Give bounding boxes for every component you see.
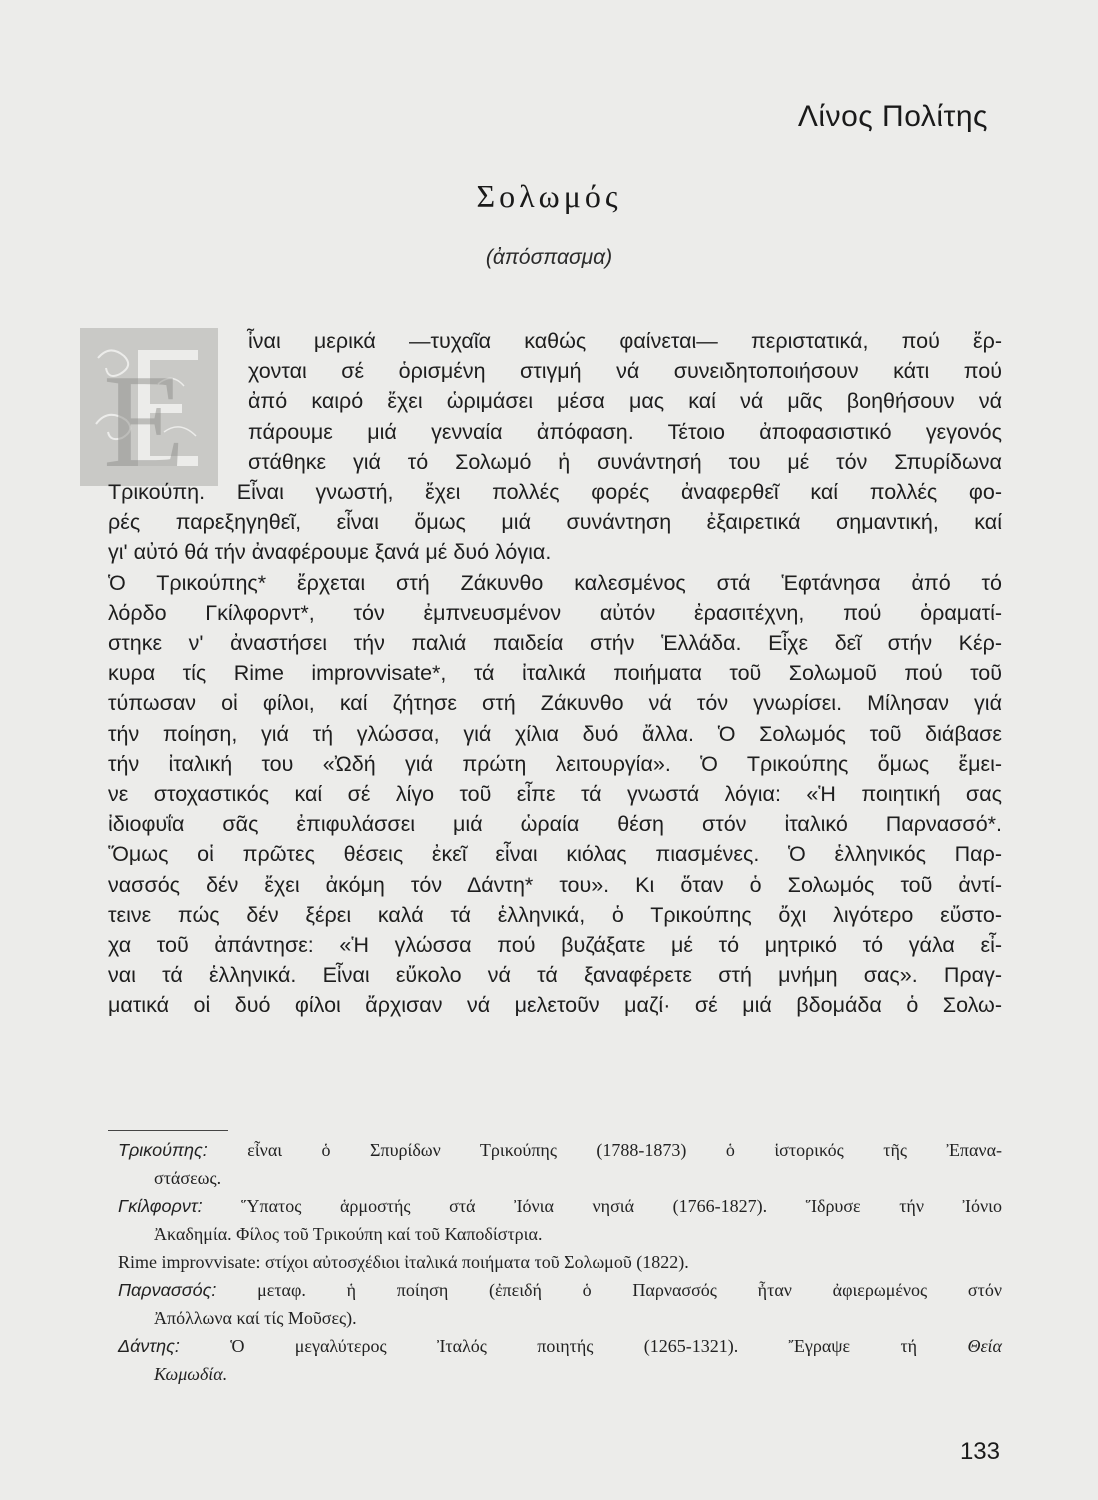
footnote-italic: Θεία: [967, 1336, 1002, 1356]
footnote-trikoupis: [118, 1136, 1002, 1192]
text-line: ἶναι μερικά —τυχαῖα καθώς φαίνεται— περιστατικά, πού ἔρ-: [248, 329, 1002, 353]
footnote-term: Γκίλφορντ:: [118, 1196, 203, 1216]
text-line: ναι τά ἑλληνικά. Εἶναι εὔκολο νά τά ξαναφέρετε στή μνήμη σας». Πραγ-: [108, 963, 1002, 988]
footnote-text: Κωμωδία.: [154, 1364, 228, 1384]
footnote-rime: [118, 1248, 1002, 1276]
page-number: 133: [959, 1438, 1000, 1465]
page-title: Σολωμός: [476, 178, 622, 214]
footnote-text: μεταφ. ἡ ποίηση (ἐπειδή ὁ Παρνασσός ἦταν ἀφιερωμένος στόν: [257, 1280, 1002, 1300]
footnote-divider: [108, 1130, 228, 1131]
footnote-text: εἶναι ὁ Σπυρίδων Τρικούπης (1788-1873) ὁ ἱστορικός τῆς Ἐπανα-: [247, 1140, 1002, 1160]
text-line: γι' αὐτό θά τήν ἀναφέρουμε ξανά μέ δυό λόγια.: [108, 540, 552, 565]
article-body: [108, 326, 1002, 1021]
text-line: ἀπό καιρό ἔχει ὡριμάσει μέσα μας καί νά μᾶς βοηθήσουν νά: [248, 389, 1002, 414]
text-line: νε στοχαστικός καί σέ λίγο τοῦ εἶπε τά γνωστά λόγια: «Ἡ ποιητική σας: [108, 782, 1002, 807]
footnote-parnassos: [118, 1276, 1002, 1332]
text-line: στηκε ν' ἀναστήσει τήν παλιά παιδεία στήν Ἑλλάδα. Εἶχε δεῖ στήν Κέρ-: [108, 631, 1002, 656]
text-line: τήν ποίηση, γιά τή γλώσσα, γιά χίλια δυό ἄλλα. Ὁ Σολωμός τοῦ διάβασε: [108, 721, 1002, 746]
footnote-term: Παρνασσός:: [118, 1280, 217, 1300]
footnote-dantis: [118, 1332, 1002, 1388]
footnote-text: Ἀκαδημία. Φίλος τοῦ Τρικούπη καί τοῦ Καποδίστρια.: [154, 1224, 543, 1244]
text-line: νασσός δέν ἔχει ἀκόμη τόν Δάντη* του». Κι ὅταν ὁ Σολωμός τοῦ ἀντί-: [108, 872, 1002, 897]
text-line: ἰδιοφυΐα σᾶς ἐπιφυλάσσει μιά ὡραία θέση στόν ἰταλικό Παρνασσό*.: [108, 812, 1002, 837]
text-line: τεινε πώς δέν ξέρει καλά τά ἑλληνικά, ὁ Τρικούπης ὄχι λιγότερο εὔστο-: [108, 902, 1002, 927]
text-line: λόρδο Γκίλφορντ*, τόν ἐμπνευσμένον αὐτόν ἐρασιτέχνη, πού ὁραματί-: [108, 600, 1002, 625]
text-line: ματικά οἱ δυό φίλοι ἄρχισαν νά μελετοῦν μαζί· σέ μιά βδομάδα ὁ Σολω-: [108, 993, 1002, 1018]
footnote-text: Ὁ μεγαλύτερος Ἰταλός ποιητής (1265-1321). Ἔγραψε τή: [230, 1336, 918, 1356]
footnote-text: στίχοι αὐτοσχέδιοι ἰταλικά ποιήματα τοῦ Σολωμοῦ (1822).: [264, 1252, 689, 1272]
text-line: χα τοῦ ἀπάντησε: «Ἡ γλώσσα πού βυζάξατε μέ τό μητρικό τό γάλα εἶ-: [108, 933, 1002, 958]
text-line: πάρουμε μιά γενναία ἀπόφαση. Τέτοιο ἀποφασιστικό γεγονός: [248, 419, 1002, 444]
author-name: Λίνος Πολίτης: [797, 100, 988, 133]
footnotes: [118, 1136, 1002, 1388]
text-line: ρές παρεξηγηθεῖ, εἶναι ὅμως μιά συνάντηση ἐξαιρετικά σημαντική, καί: [108, 510, 1002, 535]
text-line: Τρικούπη. Εἶναι γνωστή, ἔχει πολλές φορές ἀναφερθεῖ καί πολλές φο-: [108, 480, 1002, 505]
text-line: τήν ἰταλική του «Ὠδή γιά πρώτη λειτουργία». Ὁ Τρικούπης ὅμως ἔμει-: [108, 751, 1002, 776]
drop-cap-letter: Ε: [103, 347, 185, 486]
footnote-term: Τρικούπης:: [118, 1140, 208, 1160]
text-line: τύπωσαν οἱ φίλοι, καί ζήτησε στή Ζάκυνθο νά τόν γνωρίσει. Μίλησαν γιά: [108, 691, 1002, 716]
text-line: Ὁ Τρικούπης* ἔρχεται στή Ζάκυνθο καλεσμένος στά Ἑφτάνησα ἀπό τό: [108, 570, 1002, 595]
text-line: Ὅμως οἱ πρῶτες θέσεις ἐκεῖ εἶναι κιόλας πιασμένες. Ὁ ἑλληνικός Παρ-: [108, 842, 1002, 867]
footnote-term: Δάντης:: [118, 1336, 180, 1356]
footnote-guilford: [118, 1192, 1002, 1248]
footnote-text: στάσεως.: [154, 1168, 222, 1188]
text-line: στάθηκε γιά τό Σολωμό ἡ συνάντησή του μέ τόν Σπυρίδωνα: [248, 449, 1002, 474]
footnote-text: Ἀπόλλωνα καί τίς Μοῦσες).: [154, 1308, 357, 1328]
page-subtitle: (ἀπόσπασμα): [485, 246, 613, 269]
footnote-term: Rime improvvisate:: [118, 1252, 261, 1272]
text-line: χονται σέ ὁρισμένη στιγμή νά συνειδητοποιήσουν κάτι πού: [248, 359, 1002, 384]
footnote-text: Ὕπατος ἁρμοστής στά Ἰόνια νησιά (1766-1827). Ἵδρυσε τήν Ἰόνιο: [241, 1196, 1002, 1216]
text-line: κυρα τίς Rime improvvisate*, τά ἰταλικά ποιήματα τοῦ Σολωμοῦ πού τοῦ: [108, 661, 1002, 686]
